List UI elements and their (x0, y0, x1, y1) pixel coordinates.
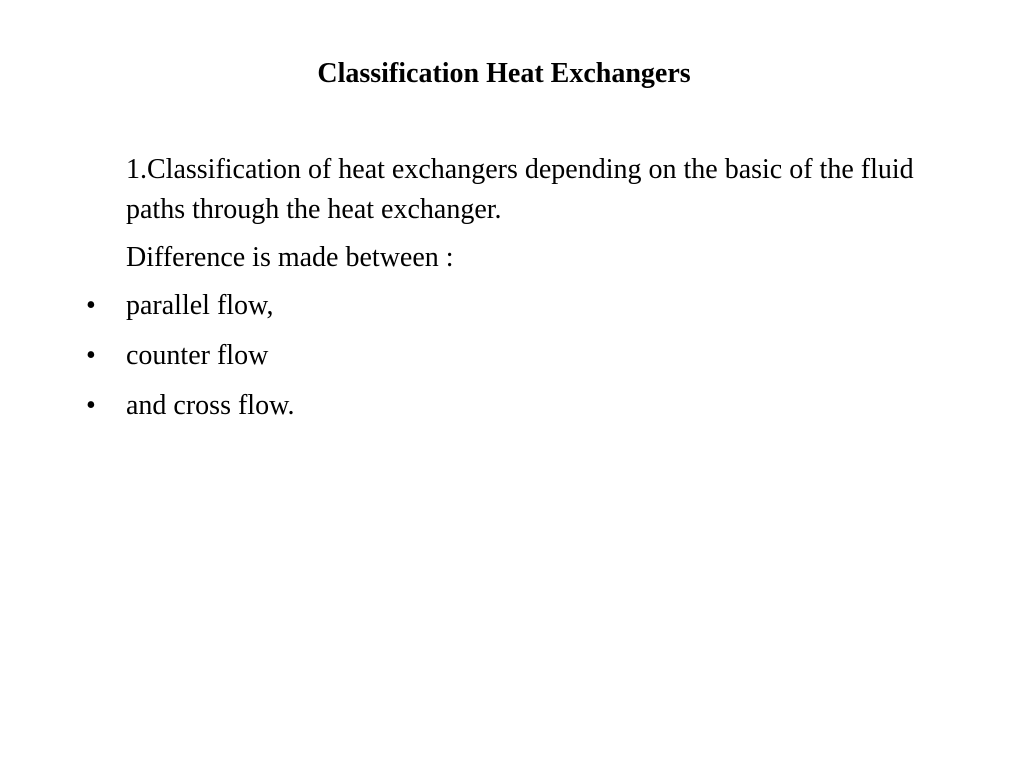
intro-paragraph: 1.Classification of heat exchangers depending on the basic of the fluid paths through the heat exchanger. (126, 154, 914, 225)
bullet-icon: • (86, 340, 96, 371)
bullet-icon: • (86, 390, 96, 421)
slide-title: Classification Heat Exchangers (317, 58, 691, 89)
bullet-text: and cross flow. (126, 390, 295, 421)
slide-body (84, 150, 944, 436)
bullet-text: counter flow (126, 340, 269, 371)
difference-line: Difference is made between : (126, 242, 454, 273)
bullet-icon: • (86, 290, 96, 321)
bullet-text: parallel flow, (126, 290, 274, 321)
bullet-item-cross-flow (84, 386, 944, 426)
bullet-item-parallel-flow (84, 286, 944, 326)
bullet-item-counter-flow (84, 336, 944, 376)
